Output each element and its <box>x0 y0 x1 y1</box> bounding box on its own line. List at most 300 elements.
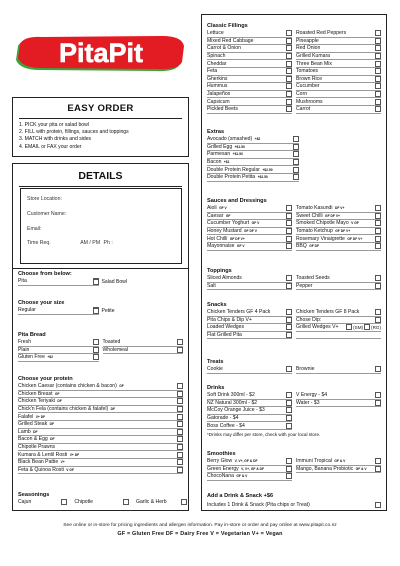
list-item[interactable] <box>296 228 381 236</box>
extras-section <box>207 129 381 182</box>
list-item[interactable] <box>296 243 381 251</box>
dietary-tag: +$1 <box>223 160 230 165</box>
list-item[interactable] <box>296 83 381 91</box>
item-label: Pita Chips & Dip V+ <box>207 316 252 323</box>
right-order-panel <box>201 14 387 511</box>
checkbox[interactable] <box>293 144 299 150</box>
dietary-tag: DF <box>57 399 62 404</box>
snack-item[interactable]: Chicken Tenders GF 8 Pack <box>296 309 381 317</box>
checkbox[interactable] <box>286 400 292 406</box>
item-label: Mango, Banana Probiotic GF & V <box>296 465 367 472</box>
checkbox[interactable] <box>286 309 292 315</box>
option-regular[interactable]: Regular <box>18 307 99 315</box>
list-item[interactable] <box>207 317 292 325</box>
option-plain[interactable]: Plain <box>18 347 99 355</box>
list-item[interactable] <box>207 283 292 291</box>
dietary-tag: GF & V <box>334 459 346 464</box>
checkbox[interactable] <box>286 83 292 89</box>
list-item[interactable] <box>207 38 292 46</box>
checkbox[interactable] <box>375 309 381 315</box>
checkbox[interactable] <box>286 458 292 464</box>
item-label: Pineapple <box>296 37 319 44</box>
checkbox[interactable] <box>286 99 292 105</box>
item-label: Smoked Chipotle Mayo V GF <box>296 220 359 227</box>
list-item[interactable] <box>296 76 381 84</box>
section-title: Pita Bread <box>18 332 46 338</box>
list-item[interactable] <box>207 68 292 76</box>
list-item[interactable] <box>296 106 381 114</box>
list-item[interactable] <box>207 205 292 213</box>
left-order-panel <box>12 269 189 511</box>
item-label: Lettuce <box>207 30 224 37</box>
list-item[interactable] <box>207 30 292 38</box>
list-item[interactable] <box>207 151 299 159</box>
list-item[interactable] <box>18 383 183 391</box>
checkbox[interactable] <box>293 159 299 165</box>
checkbox[interactable] <box>286 275 292 281</box>
section-title: Choose from below: <box>18 271 72 277</box>
checkbox[interactable] <box>177 339 183 345</box>
list-item[interactable] <box>207 76 292 84</box>
checkbox[interactable] <box>286 473 292 479</box>
item-label: Water - $3 <box>296 399 320 406</box>
list-item[interactable] <box>296 220 381 228</box>
list-item[interactable] <box>207 91 292 99</box>
checkbox[interactable] <box>375 220 381 226</box>
snacks-right-column <box>296 309 381 339</box>
list-item[interactable] <box>296 275 381 283</box>
dietary-tag: GF <box>54 391 60 396</box>
checkbox[interactable] <box>375 205 381 211</box>
checkbox[interactable] <box>375 213 381 219</box>
classic-fillings-section <box>207 23 381 114</box>
dietary-tag: GF DF V+ <box>229 236 245 241</box>
dietary-tag: GF <box>225 213 231 218</box>
section-title: Smoothies <box>207 451 236 457</box>
item-label: Black Bean Pattie V+ <box>18 459 65 466</box>
dietary-tag: V+ DF <box>35 414 46 419</box>
checkbox[interactable] <box>177 467 183 473</box>
footer-info: See online or in-store for pricing ingredients and allergen information. Pay in-store or order and pay online at www.pitapit.co.nz <box>63 523 337 528</box>
list-item[interactable] <box>18 451 183 459</box>
checkbox[interactable] <box>286 38 292 44</box>
checkbox[interactable] <box>286 76 292 82</box>
checkbox[interactable] <box>286 407 292 413</box>
checkbox[interactable] <box>177 347 183 353</box>
list-item[interactable] <box>207 220 292 228</box>
checkbox[interactable] <box>375 392 381 398</box>
easy-order-steps <box>19 122 188 151</box>
item-label: Aioli GF V <box>207 205 227 212</box>
dietary-tag: V GF <box>351 221 359 226</box>
checkbox[interactable] <box>93 339 99 345</box>
list-item[interactable] <box>296 98 381 106</box>
list-item[interactable] <box>207 415 292 423</box>
pitapit-logo <box>12 32 188 72</box>
checkbox[interactable] <box>375 502 381 508</box>
add-drink-snack-option[interactable]: Includes 1 Drink & Snack (Pita chips or Treat) <box>207 501 381 509</box>
checkbox[interactable] <box>375 61 381 67</box>
item-label: Pickled Beets <box>207 106 238 113</box>
checkbox[interactable] <box>293 174 299 180</box>
list-item[interactable] <box>296 400 381 408</box>
fillings-left-column <box>207 30 292 114</box>
details-title: DETAILS <box>78 170 123 182</box>
list-item[interactable] <box>207 400 292 408</box>
list-item[interactable] <box>207 213 292 221</box>
item-label: Pepper <box>296 282 313 289</box>
step: 2. FILL with protein, fillings, sauces and toppings <box>19 129 129 136</box>
checkbox[interactable] <box>375 228 381 234</box>
checkbox[interactable] <box>375 243 381 249</box>
section-title: Add a Drink & Snack +$6 <box>207 493 274 499</box>
list-item[interactable] <box>207 174 299 182</box>
checkbox[interactable] <box>177 406 183 412</box>
list-item[interactable] <box>207 45 292 53</box>
checkbox[interactable] <box>375 53 381 59</box>
list-item[interactable] <box>296 68 381 76</box>
checkbox[interactable] <box>375 99 381 105</box>
dietary-tag: +$2.50 <box>262 167 273 172</box>
checkbox-chipotle[interactable] <box>123 499 129 505</box>
drinks-right-column <box>296 392 381 430</box>
list-item[interactable] <box>296 205 381 213</box>
checkbox[interactable] <box>375 400 381 406</box>
smoothies-left-column <box>207 458 292 481</box>
list-item[interactable] <box>18 436 183 444</box>
item-label: Cucumber Yoghurt GF V <box>207 220 260 227</box>
checkbox[interactable] <box>375 283 381 289</box>
item-label: Hummus <box>207 83 228 90</box>
section-title: Sauces and Dressings <box>207 198 267 204</box>
item-label: ChocoNana GF & V <box>207 473 248 480</box>
list-item[interactable] <box>207 458 292 466</box>
dietary-tag: GF DF V+ <box>335 229 351 234</box>
list-item[interactable] <box>18 459 183 467</box>
item-label: NZ Natural 300ml - $2 <box>207 399 258 406</box>
checkbox-rg[interactable] <box>364 324 370 330</box>
checkbox[interactable] <box>375 30 381 36</box>
checkbox-garlic-herb[interactable] <box>181 499 187 505</box>
item-label: Carrot <box>296 106 311 113</box>
drinks-section <box>207 385 381 437</box>
item-label: Chicken Teriyaki DF <box>18 398 62 405</box>
checkbox-sm[interactable] <box>346 324 352 330</box>
time-req-field[interactable]: Time Req. AM / PM Ph : <box>27 240 113 247</box>
item-label: Bacon +$1 <box>207 159 230 166</box>
checkbox[interactable] <box>375 76 381 82</box>
item-label: Flat Grilled Pita <box>207 332 242 339</box>
treat-cookie[interactable]: Cookie <box>207 366 292 374</box>
checkbox[interactable] <box>375 366 381 372</box>
dietary-tag: +$2 <box>254 137 261 142</box>
protein-list <box>18 383 183 474</box>
checkbox[interactable] <box>93 279 99 285</box>
checkbox[interactable] <box>286 423 292 429</box>
dietary-tag: V GF <box>66 467 74 472</box>
divider <box>19 186 182 187</box>
item-label: Toasted Seeds <box>296 275 330 282</box>
item-label: Cheddar <box>207 60 227 67</box>
item-label: Grilled Steak DF <box>18 421 54 428</box>
checkbox[interactable] <box>286 236 292 242</box>
list-item[interactable] <box>207 332 292 340</box>
checkbox[interactable] <box>286 61 292 67</box>
item-label: Chipotle Prawns <box>18 444 56 451</box>
checkbox[interactable] <box>375 466 381 472</box>
list-item[interactable] <box>207 275 292 283</box>
item-label: Feta & Quinoa Rosti V GF <box>18 466 74 473</box>
checkbox[interactable] <box>177 398 183 404</box>
treat-brownie[interactable]: Brownie <box>296 366 381 374</box>
dietary-tag: DF V+ <box>334 206 345 211</box>
item-label: Jalapeños <box>207 91 231 98</box>
section-title: Extras <box>207 129 225 135</box>
dietary-tag: GF DF V <box>243 229 257 234</box>
checkbox[interactable] <box>286 205 292 211</box>
item-label: Gherkins <box>207 75 228 82</box>
sauces-left-column <box>207 205 292 251</box>
checkbox[interactable] <box>177 459 183 465</box>
pita-bread-section <box>18 332 183 362</box>
list-item[interactable] <box>207 392 292 400</box>
checkbox[interactable] <box>286 415 292 421</box>
checkbox[interactable] <box>286 283 292 289</box>
section-title: Choose your size <box>18 300 65 306</box>
option-salad-bowl[interactable]: Salad Bowl <box>103 278 184 286</box>
list-item[interactable] <box>296 53 381 61</box>
checkbox[interactable] <box>286 317 292 323</box>
dietary-tag: V+ <box>60 460 65 465</box>
dietary-tag: DF <box>110 407 115 412</box>
dietary-tag: GF V <box>251 221 260 226</box>
list-item[interactable] <box>207 53 292 61</box>
checkbox[interactable] <box>286 30 292 36</box>
list-item[interactable] <box>207 422 292 430</box>
toppings-section <box>207 268 381 290</box>
checkbox[interactable] <box>93 347 99 353</box>
list-item[interactable] <box>18 467 183 475</box>
list-item[interactable] <box>296 392 381 400</box>
list-item[interactable] <box>18 413 183 421</box>
checkbox[interactable] <box>375 83 381 89</box>
list-item[interactable] <box>207 235 292 243</box>
store-location-field[interactable]: Store Location: <box>27 196 62 202</box>
item-label: Honey Mustard GF DF V <box>207 228 257 235</box>
snack-item[interactable]: Grilled Wedges V+ (SM) (RG) <box>296 324 381 331</box>
checkbox[interactable] <box>375 45 381 51</box>
dietary-legend: GF = Gluten Free DF = Dairy Free V = Vegetarian V+ = Vegan <box>117 531 283 537</box>
list-item[interactable] <box>207 407 292 415</box>
checkbox[interactable] <box>177 452 183 458</box>
step: 4. EMAIL or FAX your order <box>19 143 82 150</box>
choose-base-section <box>18 271 183 286</box>
checkbox[interactable] <box>293 151 299 157</box>
list-item[interactable] <box>207 324 292 332</box>
checkbox[interactable] <box>293 167 299 173</box>
checkbox[interactable] <box>177 444 183 450</box>
list-item[interactable] <box>18 444 183 452</box>
email-field[interactable]: Email: <box>27 225 42 232</box>
option-wholemeal[interactable]: Wholemeal <box>103 347 184 355</box>
item-label: Kumara & Lentil Rosti V+ DF <box>18 451 80 458</box>
customer-name-field[interactable]: Customer Name: <box>27 210 67 217</box>
toppings-right-column <box>296 275 381 290</box>
checkbox[interactable] <box>177 383 183 389</box>
checkbox[interactable] <box>375 106 381 112</box>
list-item[interactable] <box>296 60 381 68</box>
item-label: Double Protein Petita +$2.50 <box>207 174 268 181</box>
option-toasted[interactable]: Toasted <box>103 339 184 347</box>
list-item[interactable] <box>207 60 292 68</box>
item-label: Tomato Kasundi DF V+ <box>296 205 345 212</box>
checkbox[interactable] <box>286 220 292 226</box>
checkbox[interactable] <box>286 91 292 97</box>
list-item[interactable] <box>207 309 292 317</box>
section-title: Snacks <box>207 302 227 308</box>
item-label: Berry Glow V, V+, GF & DF <box>207 458 258 465</box>
list-item[interactable] <box>18 391 183 399</box>
checkbox[interactable] <box>375 275 381 281</box>
item-label: Cucumber <box>296 83 320 90</box>
dietary-tag: V, V+, GF & DF <box>234 459 258 464</box>
checkbox[interactable] <box>177 436 183 442</box>
checkbox[interactable] <box>375 91 381 97</box>
checkbox[interactable] <box>286 213 292 219</box>
snacks-left-column <box>207 309 292 339</box>
item-label: V Energy - $4 <box>296 392 328 399</box>
easy-order-panel <box>12 97 189 157</box>
checkbox-cajun[interactable] <box>61 499 67 505</box>
item-label: Spinach <box>207 53 226 60</box>
dietary-tag: GF V <box>236 244 245 249</box>
snack-item <box>296 332 381 340</box>
list-item[interactable] <box>207 136 299 144</box>
list-item[interactable] <box>296 45 381 53</box>
item-label: BBQ GF DF <box>296 243 320 250</box>
toppings-left-column <box>207 275 292 290</box>
checkbox[interactable] <box>375 38 381 44</box>
checkbox[interactable] <box>286 53 292 59</box>
item-label: Brown Rice <box>296 75 323 82</box>
checkbox[interactable] <box>286 466 292 472</box>
list-item[interactable] <box>296 38 381 46</box>
list-item[interactable] <box>18 398 183 406</box>
snacks-section <box>207 302 381 339</box>
checkbox[interactable] <box>93 354 99 360</box>
list-item[interactable] <box>207 98 292 106</box>
checkbox[interactable] <box>177 421 183 427</box>
item-label: Sweet Chilli GF DF V+ <box>296 212 340 219</box>
list-item[interactable] <box>207 466 292 474</box>
checkbox[interactable] <box>286 366 292 372</box>
drinks-note: *Drinks may differ per store, check with your local store. <box>207 431 321 437</box>
list-item[interactable] <box>296 30 381 38</box>
list-item[interactable] <box>18 429 183 437</box>
sauces-right-column <box>296 205 381 251</box>
easy-order-title: EASY ORDER <box>67 103 134 114</box>
section-title: Drinks <box>207 385 225 391</box>
list-item[interactable] <box>207 106 292 114</box>
dietary-tag: GF & V <box>355 466 367 471</box>
option-gluten-free[interactable]: Gluten Free +$2 <box>18 354 99 362</box>
add-drink-snack-section <box>207 493 381 509</box>
list-item[interactable] <box>207 83 292 91</box>
list-item[interactable] <box>18 406 183 414</box>
protein-section <box>18 376 183 474</box>
list-item[interactable] <box>296 466 381 474</box>
checkbox[interactable] <box>177 391 183 397</box>
treats-section <box>207 359 381 374</box>
list-item[interactable] <box>207 159 299 167</box>
checkbox[interactable] <box>286 106 292 112</box>
checkbox[interactable] <box>286 392 292 398</box>
checkbox[interactable] <box>286 324 292 330</box>
item-label: Falafel V+ DF <box>18 413 46 420</box>
item-label: Red Onion <box>296 45 321 52</box>
section-title: Treats <box>207 359 224 365</box>
checkbox[interactable] <box>286 45 292 51</box>
option-pita[interactable]: Pita <box>18 278 99 286</box>
step: 3. MATCH with drinks and sides <box>19 136 92 143</box>
list-item[interactable] <box>296 213 381 221</box>
checkbox[interactable] <box>177 414 183 420</box>
option-petite[interactable]: Petite <box>103 307 184 315</box>
checkbox[interactable] <box>286 68 292 74</box>
list-item[interactable] <box>296 235 381 243</box>
list-item[interactable] <box>296 91 381 99</box>
list-item[interactable] <box>207 166 299 174</box>
dietary-tag: GF & V <box>236 474 248 479</box>
checkbox[interactable] <box>286 332 292 338</box>
list-item[interactable] <box>296 283 381 291</box>
item-label: Caesar GF <box>207 212 231 219</box>
seasonings-section: Seasonings Cajun Chipotle Garlic & Herb <box>18 492 183 506</box>
checkbox[interactable] <box>375 236 381 242</box>
item-label: Roasted Red Peppers <box>296 30 347 37</box>
item-label: Three Bean Mix <box>296 60 332 67</box>
logo-text: PitaPit <box>58 38 144 68</box>
checkbox[interactable] <box>293 136 299 142</box>
snack-item[interactable]: Chose Dip: <box>296 317 381 325</box>
item-label: Grilled Egg +$1.50 <box>207 143 245 150</box>
checkbox[interactable] <box>375 317 381 323</box>
item-label: Soft Drink 300ml - $2 <box>207 392 255 399</box>
checkbox[interactable] <box>93 308 99 314</box>
option-fresh[interactable]: Fresh <box>18 339 99 347</box>
dietary-tag: V+ DF <box>69 452 80 457</box>
list-item[interactable] <box>207 473 292 481</box>
checkbox[interactable] <box>286 228 292 234</box>
item-label: Capsicum <box>207 98 230 105</box>
list-item[interactable] <box>207 228 292 236</box>
item-label: Sliced Almonds <box>207 275 242 282</box>
item-label: Bacon & Egg DF <box>18 436 55 443</box>
checkbox[interactable] <box>375 68 381 74</box>
extras-list <box>207 136 299 182</box>
list-item[interactable] <box>207 243 292 251</box>
list-item[interactable] <box>207 144 299 152</box>
item-label: McCoy Orange Juice - $3 <box>207 407 265 414</box>
item-label: Chick'n Fela (contains chicken & falafel) DF <box>18 406 115 413</box>
section-title: Seasonings <box>18 492 50 498</box>
list-item[interactable] <box>18 421 183 429</box>
checkbox[interactable] <box>375 458 381 464</box>
checkbox[interactable] <box>286 243 292 249</box>
fillings-right-column <box>296 30 381 114</box>
checkbox[interactable] <box>177 429 183 435</box>
list-item[interactable] <box>296 458 381 466</box>
